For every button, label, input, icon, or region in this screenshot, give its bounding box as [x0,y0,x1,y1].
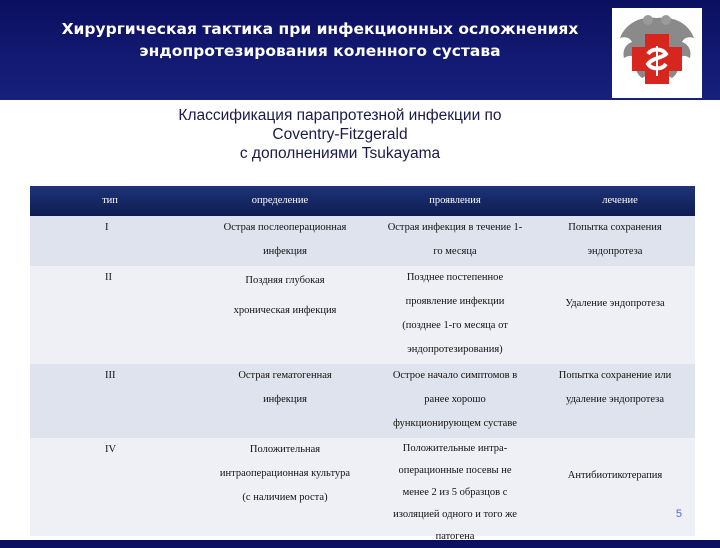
cell-line: изоляцией одного и того же [393,509,517,520]
cell-type: I [105,222,109,233]
cell-line: Антибиотикотерапия [567,470,663,481]
cell-line: Положительная [249,444,321,455]
cell-manifestation [370,364,540,436]
cell-line: инфекция [263,394,307,405]
classification-table [30,186,695,542]
cell-line: Попытка сохранение или [558,370,672,381]
cell-line: хроническая инфекция [233,305,337,316]
header-type: тип [102,195,118,206]
cell-line: Острая гематогенная [238,370,332,381]
cell-type: IV [105,444,117,455]
cell-line: (позднее 1-го месяца от [402,320,508,331]
cell-line: проявление инфекции [405,296,505,307]
header-manifestation: проявления [429,195,481,206]
table-row [30,364,695,438]
page-number: 5 [675,508,682,520]
cell-definition [190,266,380,326]
subtitle-line: Классификация парапротезной инфекции по [178,107,502,124]
cell-treatment [535,464,695,488]
subtitle-line: Coventry-Fitzgerald [272,126,408,143]
cell-line: Удаление эндопротеза [565,298,665,309]
header-definition: определение [251,195,309,206]
cell-line: патогена [435,531,475,542]
cell-line: (с наличием роста) [242,492,328,503]
cell-treatment [535,364,695,412]
slide-title: Хирургическая тактика при инфекционных осложнениях эндопротезирования коленного сустава [61,20,579,60]
cell-type: III [105,370,116,381]
cell-line: Острая послеоперационная [223,222,347,233]
cell-line: ранее хорошо [424,394,486,405]
table-row [30,266,695,364]
red-cross-eagle-emblem-icon [612,8,702,98]
cell-manifestation [370,266,540,362]
table-row [30,216,695,266]
cell-type: II [105,272,112,283]
cell-manifestation [370,216,540,264]
cell-definition [190,438,380,510]
cell-treatment [535,292,695,316]
header-treatment: лечение [602,195,638,206]
table-row [30,438,695,542]
cell-manifestation [370,438,540,548]
cell-definition [190,216,380,264]
subtitle-line: с дополнениями Tsukayama [239,145,441,162]
cell-line: Попытка сохранения [568,222,662,233]
cell-line: Острое начало симптомов в [392,370,518,381]
cell-line: интраоперационная культура [219,468,351,479]
slide-content [0,100,720,540]
cell-line: Острая инфекция в течение 1- [387,222,523,233]
cell-line: эндопротеза [587,246,643,257]
cell-line: Положительные интра- [402,443,508,454]
cell-line: эндопротезирования) [407,344,503,355]
cell-line: инфекция [263,246,307,257]
cell-definition [190,364,380,412]
cell-line: функционирующем суставе [393,418,517,429]
cell-line: менее 2 из 5 образцов с [402,487,508,498]
cell-line: го месяца [433,246,477,257]
cell-line: Позднее постепенное [406,272,504,283]
table-header-row [30,186,695,216]
cell-line: операционные посевы не [398,465,512,476]
cell-line: Поздняя глубокая [245,275,325,286]
cell-treatment [535,216,695,264]
classification-heading [100,106,580,163]
cell-line: удаление эндопротеза [566,394,664,405]
